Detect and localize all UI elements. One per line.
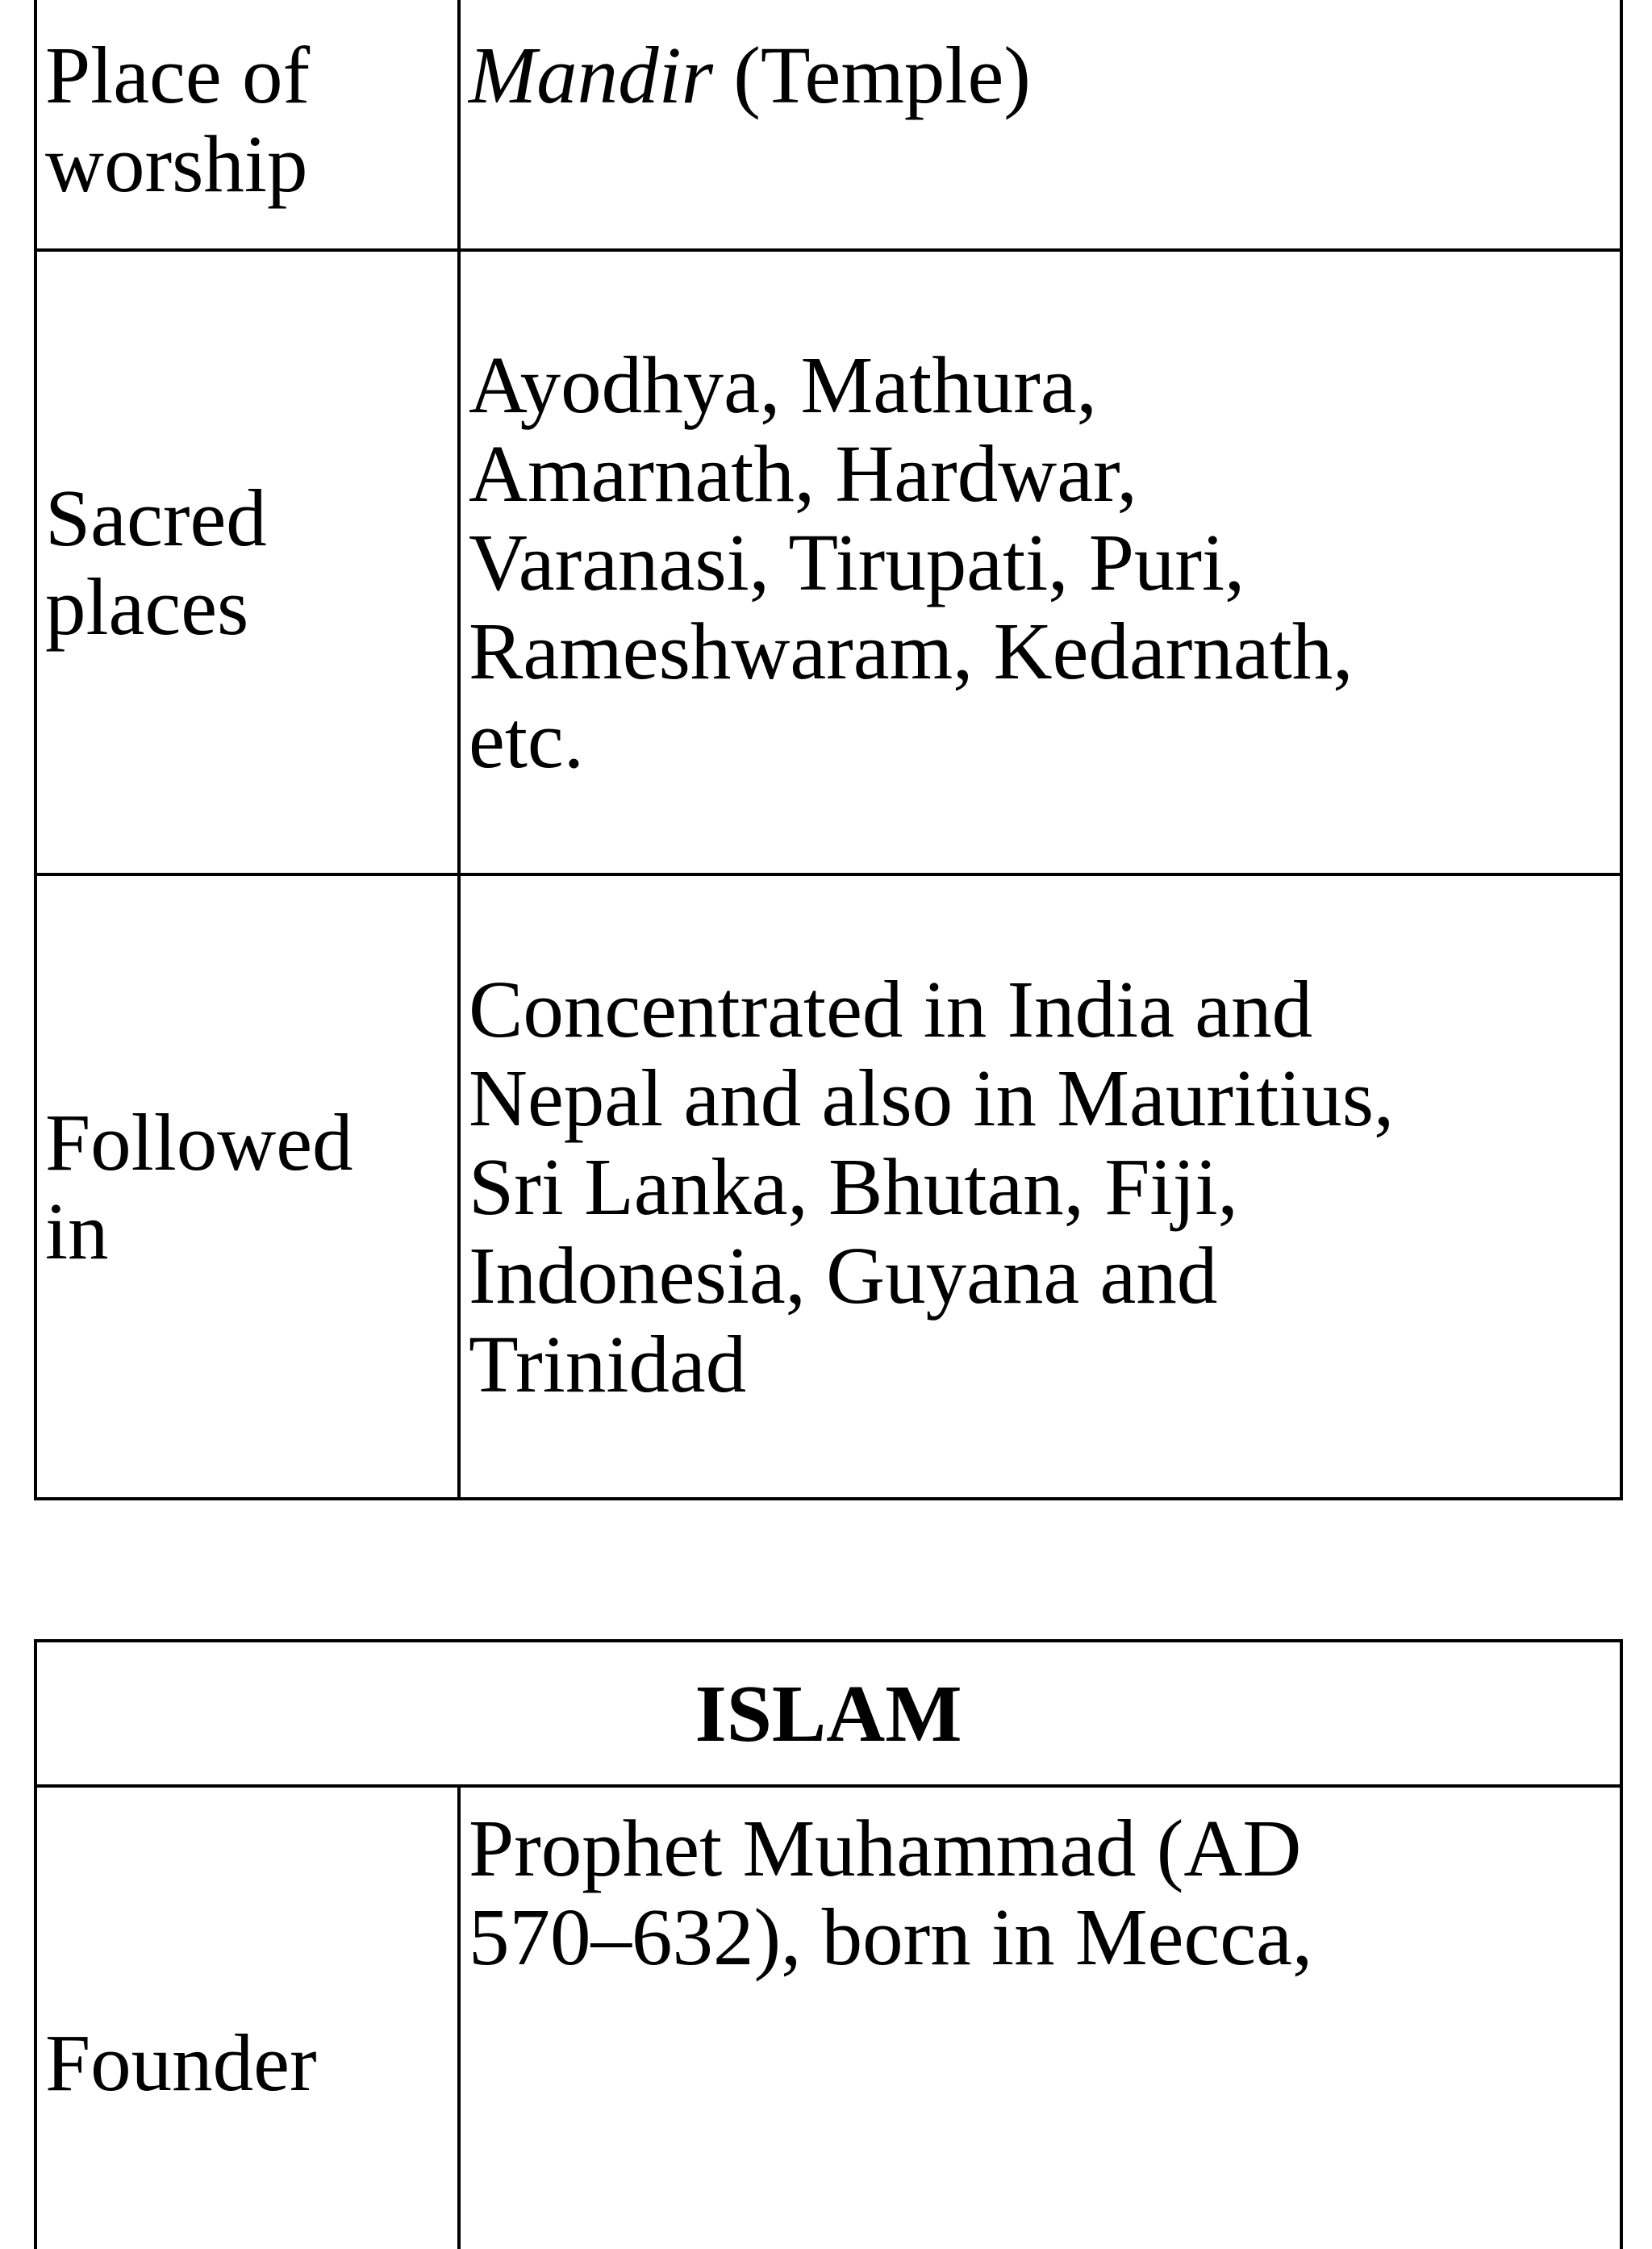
table-row xyxy=(35,0,1621,250)
row-value-place-of-worship: Mandir (Temple) xyxy=(459,0,1621,250)
row-value-followed-in: Concentrated in India and Nepal and also in Mauritius, Sri Lanka, Bhutan, Fiji, Indonesia, Guyana and Trinidad xyxy=(459,874,1621,1499)
islam-table xyxy=(34,1639,1623,2249)
italic-term: Mandir xyxy=(469,30,713,120)
row-label-sacred-places: Sacred places xyxy=(35,250,459,874)
hinduism-continued-table xyxy=(34,0,1623,1500)
row-label-followed-in: Followed in xyxy=(35,874,459,1499)
row-label-founder: Founder xyxy=(35,1786,459,2249)
table-row xyxy=(35,874,1621,1499)
table-row xyxy=(35,250,1621,874)
table-row xyxy=(35,1786,1621,2249)
table-heading-row xyxy=(35,1641,1621,1786)
table-heading: ISLAM xyxy=(35,1641,1621,1786)
row-value-sacred-places: Ayodhya, Mathura, Amarnath, Hardwar, Varanasi, Tirupati, Puri, Rameshwaram, Kedarnath, etc. xyxy=(459,250,1621,874)
row-value-founder: Prophet Muhammad (AD 570–632), born in Mecca, xyxy=(459,1786,1621,2249)
row-label-place-of-worship: Place of worship xyxy=(35,0,459,250)
